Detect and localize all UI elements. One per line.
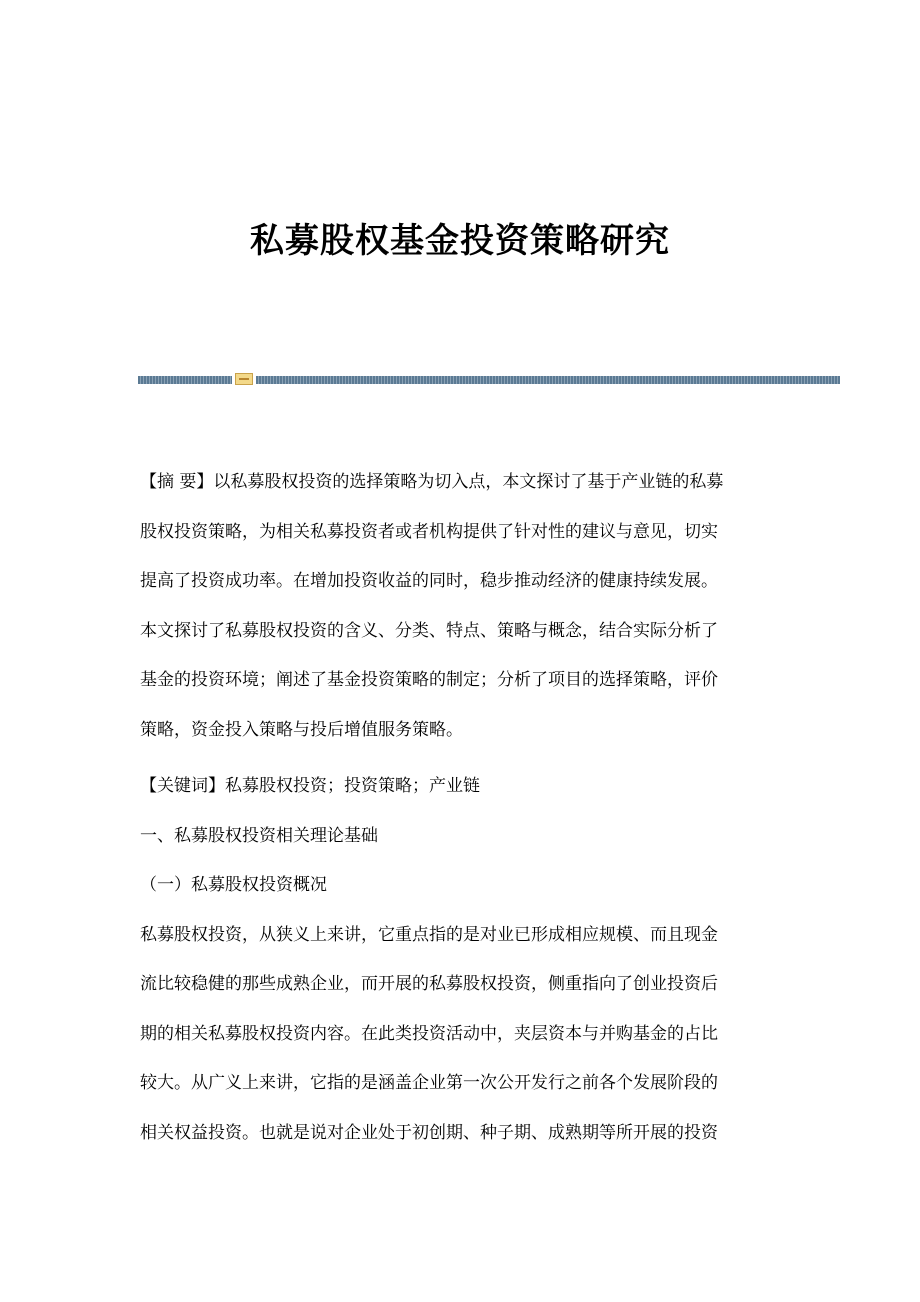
abstract-line: 基金的投资环境；阐述了基金投资策略的制定；分析了项目的选择策略，评价 xyxy=(140,670,718,690)
body-line: 流比较稳健的那些成熟企业，而开展的私募股权投资，侧重指向了创业投资后 xyxy=(140,974,718,994)
abstract-line: 本文探讨了私募股权投资的含义、分类、特点、策略与概念，结合实际分析了 xyxy=(140,620,718,641)
body-line: 较大。从广义上来讲，它指的是涵盖企业第一次公开发行之前各个发展阶段的 xyxy=(140,1073,718,1093)
subsection-heading: （一）私募股权投资概况 xyxy=(140,875,327,895)
title-divider xyxy=(138,373,840,385)
divider-bar-right xyxy=(256,376,840,384)
body-line: 期的相关私募股权投资内容。在此类投资活动中，夹层资本与并购基金的占比 xyxy=(140,1023,718,1044)
abstract-block xyxy=(140,458,780,755)
abstract-line: 策略，资金投入策略与投后增值服务策略。 xyxy=(140,719,463,740)
body-line: 相关权益投资。也就是说对企业处于初创期、种子期、成熟期等所开展的投资 xyxy=(140,1122,718,1143)
divider-bar-left xyxy=(138,376,232,384)
abstract-line: 股权投资策略，为相关私募投资者或者机构提供了针对性的建议与意见，切实 xyxy=(140,521,718,542)
body-paragraph xyxy=(140,911,780,1159)
abstract-line: 提高了投资成功率。在增加投资收益的同时，稳步推动经济的健康持续发展。 xyxy=(140,571,718,591)
abstract-line: 【摘 要】以私募股权投资的选择策略为切入点，本文探讨了基于产业链的私募 xyxy=(140,472,724,492)
ornament-icon xyxy=(235,373,253,385)
paper-body xyxy=(140,458,780,1158)
keywords-line: 【关键词】私募股权投资；投资策略；产业链 xyxy=(140,776,480,796)
body-line: 私募股权投资，从狭义上来讲，它重点指的是对业已形成相应规模、而且现金 xyxy=(140,924,718,945)
paper-title: 私募股权基金投资策略研究 xyxy=(250,221,670,261)
section-heading: 一、私募股权投资相关理论基础 xyxy=(140,825,378,846)
